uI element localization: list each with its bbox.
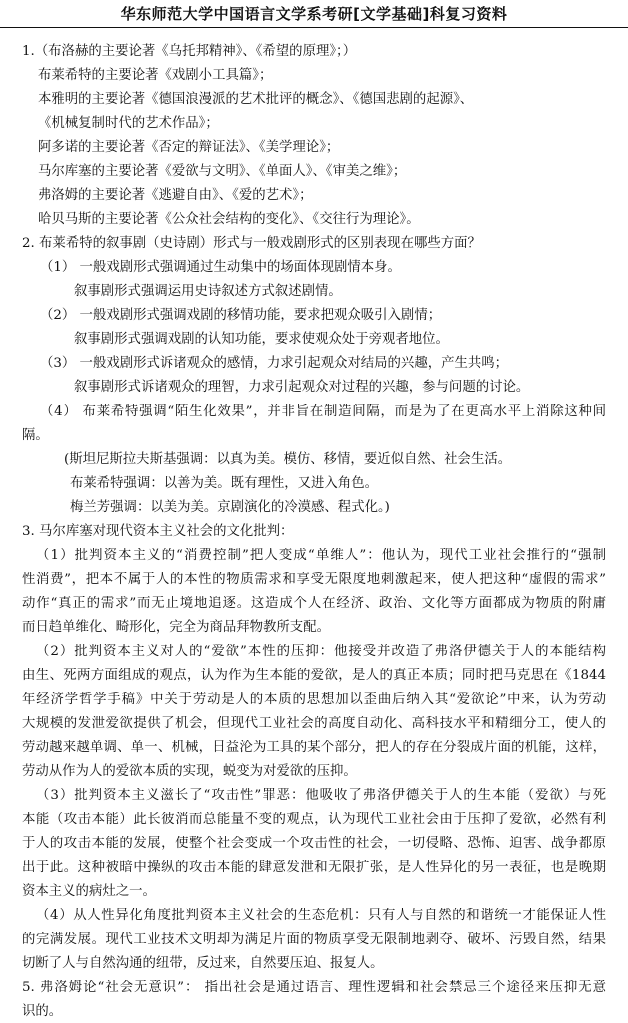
q3-paragraph: （1）批判资本主义的“消费控制”把人变成“单维人”：他认为，现代工业社会推行的“强制 (36, 548, 606, 563)
q1-line: 马尔库塞的主要论著《爱欲与文明》、《单面人》、《审美之维》； (38, 164, 407, 179)
q1-line: 1.（布洛赫的主要论著《乌托邦精神》、《希望的原理》；） (22, 44, 357, 59)
q2-item: （3） 一般戏剧形式诉诸观众的感情，力求引起观众对结局的兴趣，产生共鸣； (40, 356, 509, 371)
q3-paragraph: 劳动从作为人的爱欲本质的实现，蜕变为对爱欲的压抑。 (22, 764, 357, 779)
q3-paragraph: 性消费”，把本不属于人的本性的物质需求和享受无限度地刺激起来，使人把这种“虚假的需求” (22, 572, 606, 587)
q2-item: （1） 一般戏剧形式强调通过生动集中的场面体现剧情本身。 (40, 260, 401, 275)
q1-line: 本雅明的主要论著《德国浪漫派的艺术批评的概念》、《德国悲剧的起源》、 (38, 92, 474, 107)
q1-line: 《机械复制时代的艺术作品》； (38, 116, 219, 131)
q3-paragraph: 动作“真正的需求”而无止境地追逐。这造成个人在经济、政治、文化等方面都成为物质的附庸 (22, 596, 606, 611)
q2-note: (斯坦尼斯拉夫斯基强调：以真为美。模仿、移情，要近似自然、社会生活。 (64, 452, 512, 467)
q2-item: 隔。 (22, 428, 49, 443)
q1-line: 弗洛姆的主要论著《逃避自由》、《爱的艺术》； (38, 188, 313, 203)
q3-paragraph: 而日趋单维化、畸形化，完全为商品拜物教所支配。 (22, 620, 330, 635)
q3-paragraph: 年经济学哲学手稿》中关于劳动是人的本质的思想加以歪曲后纳入其“爱欲论”中来，认为劳动 (22, 692, 606, 707)
q3-paragraph: （3）批判资本主义滋长了“攻击性”罪恶：他吸收了弗洛伊德关于人的生本能（爱欲）与死 (36, 788, 606, 803)
q3-paragraph: 资本主义的病灶之一。 (22, 884, 156, 899)
q3-paragraph: 于人的攻击本能的发展，使整个社会变成一个攻击性的社会，一切侵略、恐怖、迫害、战争都原 (22, 836, 606, 851)
q2-heading: 2. 布莱希特的叙事剧（史诗剧）形式与一般戏剧形式的区别表现在哪些方面？ (22, 236, 481, 251)
q5-heading: 识的。 (22, 1004, 63, 1019)
q2-item: 叙事剧形式诉诸观众的理智，力求引起观众对过程的兴趣，参与问题的讨论。 (74, 380, 530, 395)
q3-paragraph: 由生、死两方面组成的观点，认为作为生本能的爱欲，是人的真正本质；同时把马克思在《1844 (22, 668, 606, 683)
q3-paragraph: 本能（攻击本能）此长彼消而总能量不变的观点，认为现代工业社会由于压抑了爱欲，必然有利 (22, 812, 606, 827)
q1-line: 阿多诺的主要论著《否定的辩证法》、《美学理论》； (38, 140, 340, 155)
q2-item: （2） 一般戏剧形式强调戏剧的移情功能，要求把观众吸引入剧情； (40, 308, 442, 323)
q1-line: 哈贝马斯的主要论著《公众社会结构的变化》、《交往行为理论》。 (38, 212, 420, 227)
q3-paragraph: （2）批判资本主义对人的“爱欲”本性的压抑：他接受并改造了弗洛伊德关于人的本能结构 (36, 644, 606, 659)
q3-paragraph: 大规模的发泄爱欲提供了机会，但现代工业社会的高度自动化、高科技水平和精细分工，使人的 (22, 716, 606, 731)
q2-item: （4） 布莱希特强调“陌生化效果”，并非旨在制造间隔，而是为了在更高水平上消除这种间 (40, 404, 606, 419)
q3-paragraph: （4）从人性异化角度批判资本主义社会的生态危机：只有人与自然的和谐统一才能保证人性 (36, 908, 606, 923)
q3-paragraph: 劳动越来越单调、单一、机械，日益沦为工具的某个部分，把人的存在分裂成片面的机能，这样， (22, 740, 606, 755)
q3-paragraph: 切断了人与自然沟通的纽带，反过来，自然要压迫、报复人。 (22, 956, 384, 971)
q3-paragraph: 的完满发展。现代工业技术文明却为满足片面的物质享受无限制地剥夺、破坏、污毁自然，结果 (22, 932, 606, 947)
q3-paragraph: 出于此。这种被暗中操纵的攻击本能的肆意发泄和无限扩张，是人性异化的另一表征，也是晚期 (22, 860, 606, 875)
q2-note: 梅兰芳强调：以美为美。京剧演化的冷漠感、程式化。) (70, 500, 390, 515)
q1-line: 布莱希特的主要论著《戏剧小工具篇》； (38, 68, 273, 83)
q3-heading: 3. 马尔库塞对现代资本主义社会的文化批判： (22, 524, 294, 539)
page-title: 华东师范大学中国语言文学系考研[文学基础]科复习资料 (120, 5, 508, 23)
q2-note: 布莱希特强调：以善为美。既有理性，又进入角色。 (70, 476, 378, 491)
q2-item: 叙事剧形式强调运用史诗叙述方式叙述剧情。 (74, 284, 342, 299)
q5-heading: 5. 弗洛姆论“社会无意识”： 指出社会是通过语言、理性逻辑和社会禁忌三个途径来压抑无意 (22, 980, 606, 995)
q2-item: 叙事剧形式强调戏剧的认知功能，要求使观众处于旁观者地位。 (74, 332, 449, 347)
